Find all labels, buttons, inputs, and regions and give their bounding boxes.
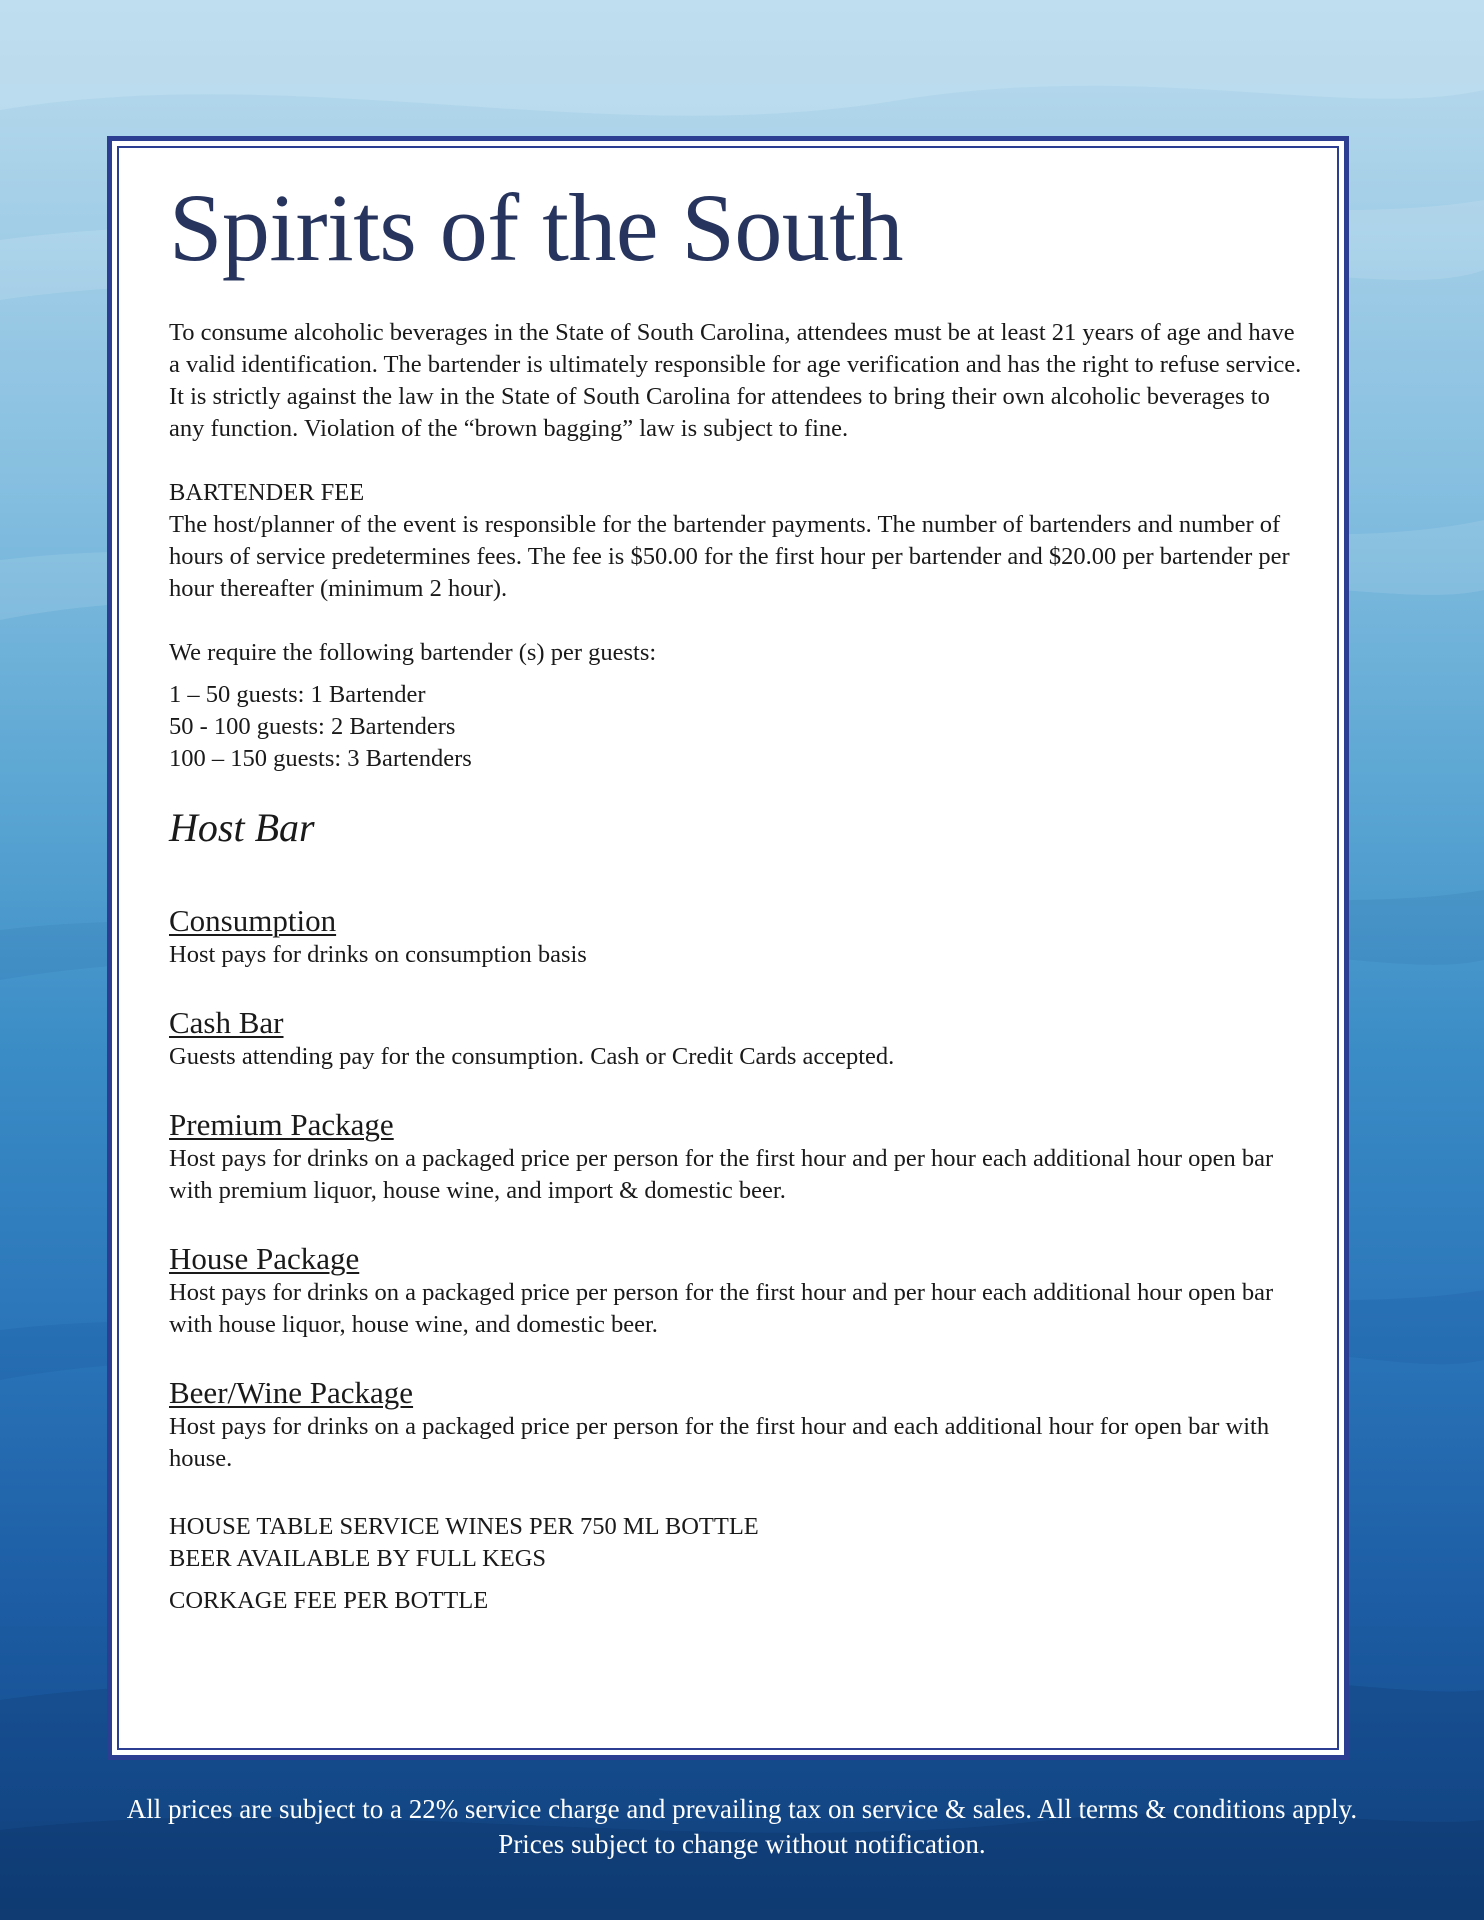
- option-description: Guests attending pay for the consumption. Cash or Credit Cards accepted.: [169, 1043, 895, 1070]
- host-bar-heading: Host Bar: [169, 805, 315, 850]
- bartender-tiers: [169, 679, 1309, 775]
- tier-item: 100 – 150 guests: 3 Bartenders: [169, 745, 472, 772]
- option-description: Host pays for drinks on a packaged price per person for the first hour and per hour each additional hour open bar with premium liquor, house wine, and import & domestic beer.: [169, 1145, 1274, 1204]
- option-title: Cash Bar: [169, 1005, 284, 1040]
- service-notes: [169, 1511, 1309, 1617]
- bartender-fee-label: BARTENDER FEE: [169, 479, 365, 506]
- option-cash-bar: [169, 1005, 1309, 1073]
- option-premium-package: [169, 1107, 1309, 1207]
- footer-line-1: All prices are subject to a 22% service charge and prevailing tax on service & sales. All terms & conditions apply.: [126, 1794, 1358, 1824]
- option-house-package: [169, 1241, 1309, 1341]
- corkage-note: CORKAGE FEE PER BOTTLE: [169, 1587, 489, 1614]
- option-description: Host pays for drinks on a packaged price per person for the first hour and each additional hour for open bar with house.: [169, 1413, 1270, 1472]
- bartender-fee-section: [169, 477, 1309, 605]
- option-title: Consumption: [169, 903, 337, 938]
- bartender-fee-text: The host/planner of the event is responsible for the bartender payments. The number of bartenders and number of hours of service predetermines fees. The fee is $50.00 for the first hour per bartender and $20.00 per bartender per hour thereafter (minimum 2 hour).: [169, 511, 1290, 602]
- tier-item: 1 – 50 guests: 1 Bartender: [169, 681, 426, 708]
- card-content: [169, 173, 1309, 1617]
- page-title: Spirits of the South: [169, 174, 904, 281]
- intro-paragraph: To consume alcoholic beverages in the State of South Carolina, attendees must be at least 21 years of age and have a valid identification. The bartender is ultimately responsible for age verification and has the right to refuse service. It is strictly against the law in the State of South Carolina for attendees to bring their own alcoholic beverages to any function. Violation of the “brown bagging” law is subject to fine.: [169, 319, 1302, 442]
- option-title: House Package: [169, 1241, 360, 1276]
- requirement-intro: We require the following bartender (s) per guests:: [169, 639, 657, 666]
- footer-disclaimer: [0, 1792, 1484, 1862]
- option-description: Host pays for drinks on consumption basis: [169, 941, 587, 968]
- option-title: Beer/Wine Package: [169, 1375, 414, 1410]
- option-title: Premium Package: [169, 1107, 394, 1142]
- footer-line-2: Prices subject to change without notification.: [498, 1829, 986, 1859]
- content-card: [107, 136, 1349, 1760]
- bar-options: [169, 903, 1309, 1475]
- tier-item: 50 - 100 guests: 2 Bartenders: [169, 713, 456, 740]
- beer-note: BEER AVAILABLE BY FULL KEGS: [169, 1545, 547, 1572]
- option-description: Host pays for drinks on a packaged price per person for the first hour and per hour each additional hour open bar with house liquor, house wine, and domestic beer.: [169, 1279, 1274, 1338]
- option-consumption: [169, 903, 1309, 971]
- option-beer-wine-package: [169, 1375, 1309, 1475]
- wines-note: HOUSE TABLE SERVICE WINES PER 750 ML BOTTLE: [169, 1513, 759, 1540]
